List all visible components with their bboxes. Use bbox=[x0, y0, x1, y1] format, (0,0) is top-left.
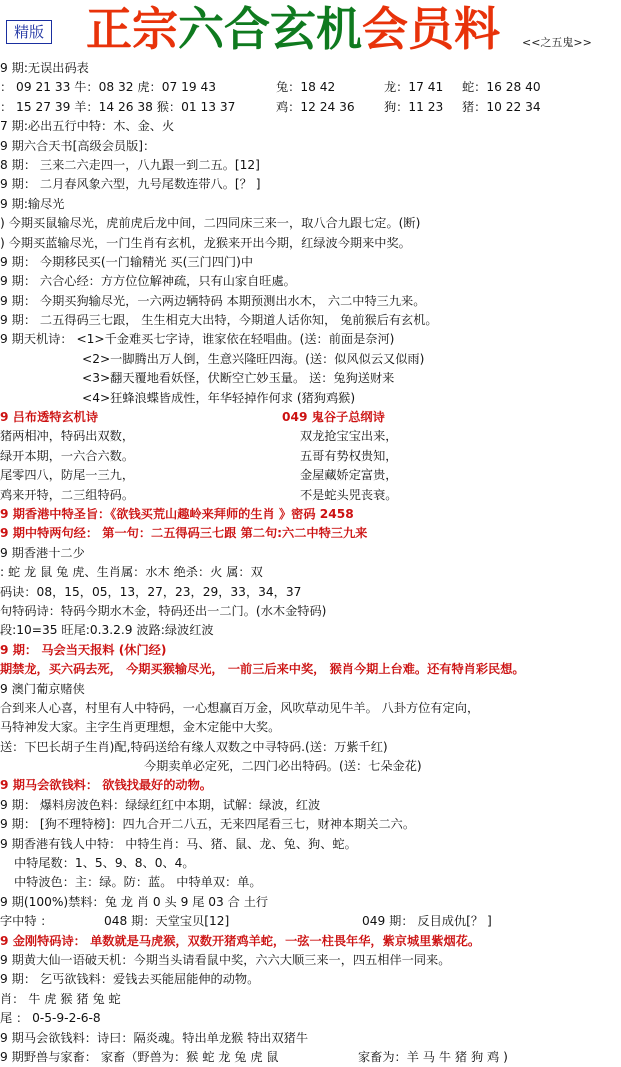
text-segment: 9 期： [狗不理特榜]：四九合开二八五，无来四尾看三七，财神本期关二六。 bbox=[0, 817, 416, 832]
text-line bbox=[0, 195, 621, 214]
text-line bbox=[0, 835, 621, 854]
text-segment: 合到来人心喜，村里有人中特码，一心想赢百万金，风吹草动见牛羊。 八卦方位有定向， bbox=[0, 700, 480, 715]
text-segment: 9 期六合天书[高级会员版]： bbox=[0, 138, 156, 153]
text-line bbox=[0, 757, 621, 776]
text-segment: <3>翻天覆地看妖怪，伏断空亡妙玉量。 送：兔狗送财来 bbox=[82, 371, 395, 386]
text-segment: 9 期香港有钱人中特： 中特生肖：马、猪、鼠、龙、兔、狗、蛇。 bbox=[0, 836, 357, 851]
text-line bbox=[0, 311, 621, 330]
text-segment: 段:10=35 旺尾:0.3.2.9 波路:绿波红波 bbox=[0, 623, 214, 638]
text-segment: ) 今期买蓝输尽光，一门生肖有玄机，龙猴来开出今期，红绿波今期来中奖。 bbox=[0, 235, 411, 250]
text-segment: 家畜为：羊 马 牛 猪 狗 鸡 ) bbox=[358, 1049, 508, 1064]
text-line bbox=[0, 292, 621, 311]
text-segment: 五哥有势权贵知， bbox=[300, 448, 398, 463]
text-segment: 9 期： 马会当天报料 (休门经) bbox=[0, 642, 167, 657]
text-line bbox=[0, 699, 621, 718]
text-segment: 双龙抢宝宝出来， bbox=[300, 429, 398, 444]
text-line bbox=[0, 175, 621, 194]
text-segment: 9 期： 二五得码三七跟， 生生相克大出特，今期道人话你知， 兔前猴后有玄机。 bbox=[0, 313, 438, 328]
text-segment: 049 期： 反目成仇[？ ] bbox=[362, 914, 492, 929]
text-segment: 期禁龙，买六码去死， 今期买猴输尽光， 一前三后来中奖， 猴肖今期上台难。还有特肖彩民想。 bbox=[0, 662, 525, 677]
text-line bbox=[0, 389, 621, 408]
text-segment: 狗：11 23 bbox=[384, 99, 444, 114]
text-segment: ： 09 21 33 牛：08 32 虎：07 19 43 bbox=[0, 80, 216, 95]
text-segment: : 蛇 龙 鼠 兔 虎、生肖属：水木 绝杀：火 属：双 bbox=[0, 565, 263, 580]
text-line bbox=[0, 447, 621, 466]
text-line bbox=[0, 718, 621, 737]
text-segment: 9 期黄大仙一语破天机：今期当头请看鼠中奖，六六大顺三来一，四五相伴一同来。 bbox=[0, 952, 451, 967]
title-char: 六 bbox=[178, 2, 224, 56]
text-line bbox=[0, 117, 621, 136]
text-line bbox=[0, 369, 621, 388]
text-segment: 金屋藏娇定富贵， bbox=[300, 468, 398, 483]
text-segment: 句特码诗：特码今期水木金，特码还出一二门。(水木金特码) bbox=[0, 603, 327, 618]
page-title bbox=[86, 2, 500, 56]
text-segment: 9 期:输尽光 bbox=[0, 196, 65, 211]
text-segment: 今期卖单必定死，二四门必出特码。(送：七朵金花) bbox=[144, 759, 422, 774]
title-char: 机 bbox=[316, 2, 362, 56]
text-segment: 字中特 ： bbox=[0, 914, 53, 929]
text-segment: 不是蛇头兕丧衰。 bbox=[300, 487, 398, 502]
text-segment: 码诀：08，15，05，13，27，23，29，33，34，37 bbox=[0, 584, 302, 599]
text-line bbox=[0, 873, 621, 892]
text-segment: 9 期： 今期买狗输尽光，一六两边辆特码 本期预测出水木， 六二中特三九来。 bbox=[0, 293, 426, 308]
text-segment: ) 今期买鼠输尽光，虎前虎后龙中间，二四同床三来一，取八合九跟七定。(断) bbox=[0, 216, 421, 231]
text-segment: 中特尾数：1、5、9、8、0、4。 bbox=[14, 856, 195, 871]
text-segment: 9 期(100%)禁料：兔 龙 肖 0 头 9 尾 03 合 土行 bbox=[0, 894, 269, 909]
text-line bbox=[0, 641, 621, 660]
text-line bbox=[0, 253, 621, 272]
title-char: 料 bbox=[454, 2, 500, 56]
text-segment: <4>狂蜂浪蝶皆成性，年华轻掉作何求 (猪狗鸡猴) bbox=[82, 390, 356, 405]
text-line bbox=[0, 602, 621, 621]
text-line bbox=[0, 544, 621, 563]
text-line bbox=[0, 1029, 621, 1048]
text-segment: 肖： 牛 虎 猴 猪 兔 蛇 bbox=[0, 991, 121, 1006]
text-line bbox=[0, 680, 621, 699]
title-char: 会 bbox=[362, 2, 408, 56]
text-segment: 9 期香港十二少 bbox=[0, 545, 85, 560]
text-segment: 9 期野兽与家畜： 家畜（野兽为：猴 蛇 龙 兔 虎 鼠 bbox=[0, 1049, 279, 1064]
text-segment: 8 期： 三来二六走四一，八九跟一到二五。[12] bbox=[0, 157, 260, 172]
text-segment: 9 期天机诗： <1>千金难买七字诗，谁家依在轻唱曲。(送：前面是奈河) bbox=[0, 332, 395, 347]
text-line bbox=[0, 621, 621, 640]
title-char: 员 bbox=[408, 2, 454, 56]
text-segment: 绿开本期，一六合六数。 bbox=[0, 448, 135, 463]
text-segment: 7 期:必出五行中特：木、金、火 bbox=[0, 119, 175, 134]
text-line bbox=[0, 893, 621, 912]
document-body bbox=[0, 59, 621, 1067]
text-segment: 猪两相冲，特码出双数， bbox=[0, 429, 135, 444]
text-segment: 龙：17 41 bbox=[384, 80, 444, 95]
text-segment: 马特神发大家。主字生肖更理想，金木定能中大奖。 bbox=[0, 720, 281, 735]
title-char: 正 bbox=[86, 2, 132, 56]
text-line bbox=[0, 1009, 621, 1028]
text-line bbox=[0, 505, 621, 524]
text-line bbox=[0, 951, 621, 970]
text-line bbox=[0, 486, 621, 505]
text-segment: 尾 ： 0-5-9-2-6-8 bbox=[0, 1011, 101, 1026]
text-segment: 9 吕布透特玄机诗 bbox=[0, 410, 99, 425]
text-line bbox=[0, 137, 621, 156]
text-line bbox=[0, 524, 621, 543]
text-segment: 猪：10 22 34 bbox=[462, 99, 541, 114]
text-line bbox=[0, 330, 621, 349]
text-line bbox=[0, 214, 621, 233]
text-line bbox=[0, 272, 621, 291]
text-segment: 9 期马会欲钱料：诗曰：隔炎魂。特出单龙猴 特出双猪牛 bbox=[0, 1030, 309, 1045]
text-line bbox=[0, 563, 621, 582]
text-line bbox=[0, 970, 621, 989]
text-segment: 鸡来开特，二三组特码。 bbox=[0, 487, 135, 502]
text-segment: 蛇：16 28 40 bbox=[462, 80, 541, 95]
edition-badge: 精版 bbox=[6, 20, 52, 44]
text-line bbox=[0, 738, 621, 757]
text-segment: 9 期： 乞丐欲钱料：爱钱去买能屈能伸的动物。 bbox=[0, 972, 260, 987]
text-segment: 048 期：天堂宝贝[12] bbox=[104, 914, 230, 929]
author-tag: <<之五鬼>> bbox=[522, 36, 592, 49]
text-segment: 9 期香港中特圣旨：《欲钱买荒山趣岭来拜师的生肖 》密码 2458 bbox=[0, 506, 354, 521]
text-segment: 9 期： 六合心经：方方位位解神疏，只有山家自旺處。 bbox=[0, 274, 296, 289]
text-line bbox=[0, 408, 621, 427]
text-line bbox=[0, 660, 621, 679]
text-line bbox=[0, 427, 621, 446]
text-segment: 送：下巴长胡子生肖)配,特码送给有缘人双数之中寻特码.(送：万紫千红) bbox=[0, 739, 388, 754]
text-line bbox=[0, 796, 621, 815]
text-line bbox=[0, 912, 621, 931]
text-line bbox=[0, 932, 621, 951]
text-segment: 尾零四八，防尾一三九， bbox=[0, 468, 135, 483]
text-segment: 9 期马会欲钱料： 欲钱找最好的动物。 bbox=[0, 778, 212, 793]
text-segment: 9 金刚特码诗： 单数就是马虎猴，双数开猪鸡羊蛇，一弦一柱畏年华，紫京城里紫烟花。 bbox=[0, 933, 481, 948]
title-char: 宗 bbox=[132, 2, 178, 56]
title-char: 合 bbox=[224, 2, 270, 56]
text-line bbox=[0, 350, 621, 369]
text-line bbox=[0, 854, 621, 873]
text-line bbox=[0, 776, 621, 795]
text-segment: 9 期： 爆料房波色料：绿绿红红中本期，试解：绿波，红波 bbox=[0, 797, 321, 812]
text-segment: 9 澳门葡京赌侠 bbox=[0, 681, 85, 696]
text-line bbox=[0, 990, 621, 1009]
text-line bbox=[0, 156, 621, 175]
text-segment: 9 期:无误出码表 bbox=[0, 61, 89, 75]
text-line bbox=[0, 1048, 621, 1067]
text-line bbox=[0, 466, 621, 485]
page-header bbox=[0, 0, 621, 58]
text-line bbox=[0, 815, 621, 834]
text-segment: 兔：18 42 bbox=[276, 80, 336, 95]
text-line bbox=[0, 234, 621, 253]
text-segment: 中特波色：主：绿。防：蓝。 中特单双：单。 bbox=[14, 875, 262, 890]
text-segment: 9 期： 二月春风象六型，九号尾数连带八。[？ ] bbox=[0, 177, 261, 192]
title-char: 玄 bbox=[270, 2, 316, 56]
text-segment: 049 鬼谷子总纲诗 bbox=[282, 410, 385, 425]
text-segment: 鸡：12 24 36 bbox=[276, 99, 355, 114]
text-line bbox=[0, 59, 621, 78]
text-line bbox=[0, 98, 621, 117]
text-segment: ： 15 27 39 羊：14 26 38 猴：01 13 37 bbox=[0, 99, 236, 114]
text-line bbox=[0, 583, 621, 602]
text-segment: 9 期中特两句经： 第一句：二五得码三七跟 第二句:六二中特三九来 bbox=[0, 526, 368, 541]
text-line bbox=[0, 78, 621, 97]
text-segment: <2>一脚腾出万人倒，生意兴隆旺四海。(送：似风似云又似雨) bbox=[82, 351, 425, 366]
text-segment: 9 期： 今期移民买(一门输精光 买(三门四门)中 bbox=[0, 254, 254, 269]
